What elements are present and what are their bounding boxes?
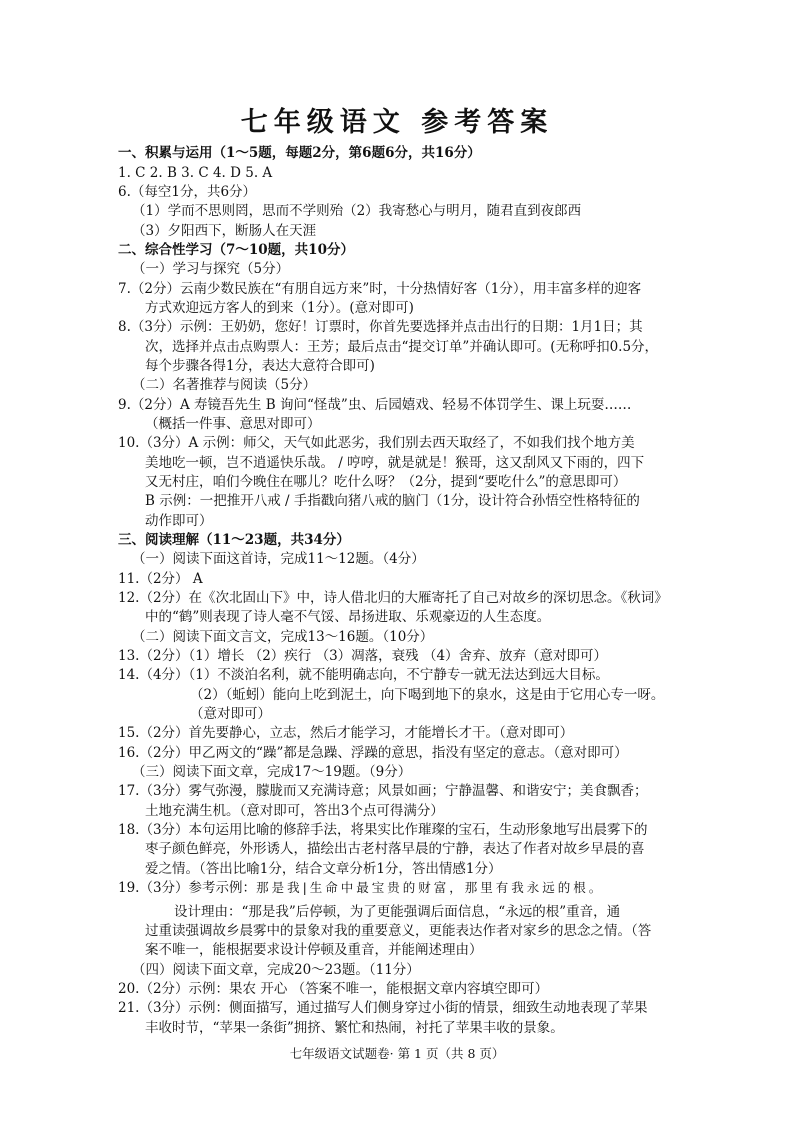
answer-line: 过重读强调故乡晨雾中的景象对我的重要意义，更能表达作者对家乡的思念之情。（答 [145,923,652,939]
answer-line: 16.（2分）甲乙两文的“躁”都是急躁、浮躁的意思，指没有坚定的意志。（意对即可） [118,745,628,761]
answer-line: 20.（2分）示例：果农 开心 （答案不唯一，能根据文章内容填空即可） [118,981,549,997]
answer-line: 13.（2分）（1）增长 （2）疾行 （3）凋落，衰残 （4）舍弃、放弃（意对即可） [118,648,608,664]
answer-line: 8.（3分）示例：王奶奶，您好！订票时，你首先要选择并点击出行的日期：1月1日；其 [118,319,643,335]
page-footer: 七年级语文试题卷· 第 1 页（共 8 页） [289,1046,505,1061]
example-sentence: 那是我|生命中最宝贵的财富，那里有我永远的根。 [256,880,605,895]
section-heading: 二、综合性学习（7～10题，共10分） [118,242,354,258]
answer-line: 6.（每空1分，共6分） [118,184,257,200]
subsection-heading: （二）名著推荐与阅读（5分） [132,377,317,393]
answer-line: （2）（蚯蚓）能向上吃到泥土，向下喝到地下的泉水，这是由于它用心专一呀。 [190,687,665,703]
section-heading: 三、阅读理解（11～23题，共34分） [118,532,350,548]
answer-line: （意对即可） [190,706,271,722]
answer-line: 动作即可） [145,513,213,529]
answer-line: 17.（3分）雾气弥漫，朦胧而又充满诗意；风景如画；宁静温馨、和谐安宁；美食飘香； [118,783,648,799]
section-heading: 一、积累与运用（1～5题，每题2分，第6题6分，共16分） [118,145,481,161]
answer-line: 中的“鹤”则表现了诗人毫不气馁、昂扬进取、乐观豪迈的人生态度。 [145,609,551,625]
page-title: 七年级语文 参考答案 [240,107,554,138]
answer-line: B 示例：一把推开八戒 / 手指戳向猪八戒的脑门（1分，设计符合孙悟空性格特征的 [145,493,640,509]
answer-line: 1. C 2. B 3. C 4. D 5. A [118,165,273,181]
answer-line: 21.（3分）示例：侧面描写，通过描写人们侧身穿过小街的情景，细致生动地表现了苹果 [118,1000,648,1016]
answer-line: 案不唯一，能根据要求设计停顿及重音，并能阐述理由） [145,942,483,958]
answer-line: 每个步骤各得1分，表达大意符合即可) [145,358,375,374]
answer-line: 12.（2分）在《次北固山下》中，诗人借北归的大雁寄托了自己对故乡的深切思念。《秋词》 [118,590,668,606]
answer-line: 爱之情。（答出比喻1分，结合文章分析1分，答出情感1分） [145,861,502,877]
subsection-heading: （一）阅读下面这首诗，完成11～12题。（4分） [132,551,425,567]
answer-line: 次，选择并点击点购票人：王芳；最后点击“提交订单”并确认即可。(无称呼扣0.5分， [145,339,659,355]
question-label: 19.（3分）参考示例： [118,880,257,896]
answer-line: 枣子颜色鲜亮，外形诱人，描绘出古老村落早晨的宁静，表达了作者对故乡早晨的喜 [145,841,645,857]
answer-line [118,878,694,898]
subsection-heading: （四）阅读下面文章，完成20～23题。（11分） [132,962,420,978]
answer-line: 18.（3分）本句运用比喻的修辞手法，将果实比作璀璨的宝石，生动形象地写出晨雾下的 [118,822,648,838]
answer-line: 又无村庄，咱们今晚住在哪儿？吃什么呀？（2分，提到“要吃什么”的意思即可） [145,474,627,490]
answer-line: 方式欢迎远方客人的到来（1分）。(意对即可) [145,300,414,316]
answer-line: 14.（4分）（1）不淡泊名利，就不能明确志向，不宁静专一就无法达到远大目标。 [118,667,609,683]
answer-line: 土地充满生机。（意对即可，答出3个点可得满分） [145,803,444,819]
answer-line: 15.（2分）首先要静心，立志，然后才能学习，才能增长才干。（意对即可） [118,725,574,741]
subsection-heading: （一）学习与探究（5分） [132,261,290,277]
answer-line: 设计理由：“那是我”后停顿，为了更能强调后面信息，“永远的根”重音，通 [174,904,621,920]
answer-line: 11.（2分） A [118,571,203,587]
subsection-heading: （二）阅读下面文言文，完成13～16题。（10分） [132,629,434,645]
answer-line: 7.（2分）云南少数民族在“有朋自远方来”时，十分热情好客（1分），用丰富多样的迎客 [118,281,642,297]
answer-line: 丰收时节，“苹果一条街”拥挤、繁忙和热闹，衬托了苹果丰收的景象。 [145,1020,564,1036]
answer-line: 美地吃一顿，岂不逍遥快乐哉。 / 哼哼，就是就是！猴哥，这又刮风又下雨的，四下 [145,455,645,471]
answer-line: （概括一件事、意思对即可） [145,416,321,432]
answer-line: （3）夕阳西下，断肠人在天涯 [132,223,317,239]
answer-line: 10.（3分）A 示例：师父，天气如此恶劣，我们别去西天取经了，不如我们找个地方美 [118,435,635,451]
answer-line: （1）学而不思则罔，思而不学则殆（2）我寄愁心与明月，随君直到夜郎西 [132,203,582,219]
subsection-heading: （三）阅读下面文章，完成17～19题。（9分） [132,764,412,780]
answer-line: 9.（2分）A 寿镜吾先生 B 询问“怪哉”虫、后园嬉戏、轻易不体罚学生、课上玩耍…… [118,397,632,413]
